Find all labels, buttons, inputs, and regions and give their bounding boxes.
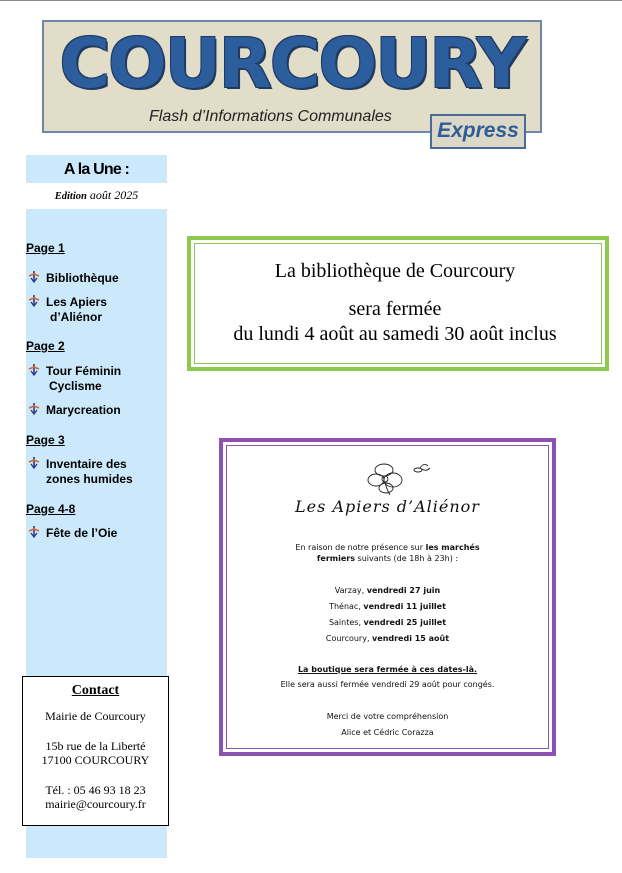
sidebar-heading: A la Une : <box>63 161 130 178</box>
market-line <box>223 634 552 643</box>
feather-arrow-icon <box>28 294 40 308</box>
library-line-2: sera fermée <box>348 298 442 320</box>
library-line-3: du lundi 4 août au samedi 30 août inclus <box>233 323 557 345</box>
newsletter-title: COURCOURY <box>59 24 525 104</box>
apiers-brand: Les Apiers d’Aliénor <box>295 497 480 516</box>
contact-phone: Tél. : 05 46 93 18 23 <box>45 783 146 797</box>
newsletter-subtitle: Flash d’Informations Communales <box>149 108 392 125</box>
contact-box <box>22 676 169 826</box>
closure-bold: La boutique sera fermée à ces dates-là. <box>297 665 478 674</box>
toc-item-label-line1: Inventaire des <box>46 457 127 471</box>
edition-line <box>26 183 167 209</box>
flower-bee-icon <box>360 458 440 496</box>
toc-item-label-line2: Cyclisme <box>49 379 102 393</box>
contact-street: 15b rue de la Liberté <box>45 739 146 753</box>
toc-page-2[interactable]: Page 2 <box>26 339 65 353</box>
market-line <box>223 618 552 627</box>
toc-item-label: Bibliothèque <box>46 271 119 285</box>
closure-extra: Elle sera aussi fermée vendredi 29 août pour congés. <box>280 680 495 689</box>
market-place: Saintes, <box>328 618 361 627</box>
apiers-intro-text: suivants (de 18h à 23h) : <box>357 554 459 563</box>
apiers-thanks: Merci de votre compréhension <box>326 712 449 721</box>
market-place: Thénac, <box>329 602 361 611</box>
feather-arrow-icon <box>28 270 40 284</box>
toc-page-4-8[interactable]: Page 4-8 <box>26 502 76 516</box>
contact-heading: Contact <box>71 683 120 698</box>
market-line <box>223 602 552 611</box>
toc-item-label: Marycreation <box>46 403 121 417</box>
edition-label: Edition <box>54 191 87 202</box>
top-rule <box>0 0 622 1</box>
toc-item-label-line2: zones humides <box>46 472 133 486</box>
feather-arrow-icon <box>28 525 40 539</box>
toc-item-label-line2: d’Aliénor <box>50 310 103 324</box>
library-notice <box>187 236 609 371</box>
market-date: vendredi 25 juillet <box>363 618 447 627</box>
express-badge: Express <box>430 114 526 149</box>
apiers-intro-line-1 <box>223 543 552 552</box>
toc-item-label-line1: Les Apiers <box>46 295 107 309</box>
toc-page-3[interactable]: Page 3 <box>26 433 65 447</box>
apiers-intro-bold: fermiers <box>316 554 355 563</box>
market-place: Varzay, <box>334 586 365 595</box>
contact-city: 17100 COURCOURY <box>41 753 150 767</box>
feather-arrow-icon <box>28 456 40 470</box>
market-date: vendredi 15 août <box>372 634 450 643</box>
library-line-1: La bibliothèque de Courcoury <box>274 260 516 282</box>
contact-name: Mairie de Courcoury <box>45 709 146 723</box>
feather-arrow-icon <box>28 402 40 416</box>
apiers-intro-bold: les marchés <box>425 543 480 552</box>
edition-date: août 2025 <box>89 188 139 202</box>
closure-notice <box>223 665 552 674</box>
market-date: vendredi 27 juin <box>366 586 441 595</box>
apiers-intro-line-2 <box>223 554 552 563</box>
toc-item-label: Fête de l’Oie <box>46 526 118 540</box>
apiers-poster <box>219 438 556 756</box>
apiers-intro-text: En raison de notre présence sur <box>295 543 424 552</box>
contact-email[interactable]: mairie@courcoury.fr <box>45 797 146 811</box>
market-date: vendredi 11 juillet <box>363 602 446 611</box>
toc-page-1[interactable]: Page 1 <box>26 241 65 255</box>
market-line <box>223 586 552 595</box>
toc-item-label-line1: Tour Féminin <box>46 364 122 378</box>
feather-arrow-icon <box>28 363 40 377</box>
market-place: Courcoury, <box>325 634 370 643</box>
apiers-signature: Alice et Cédric Corazza <box>341 728 434 737</box>
